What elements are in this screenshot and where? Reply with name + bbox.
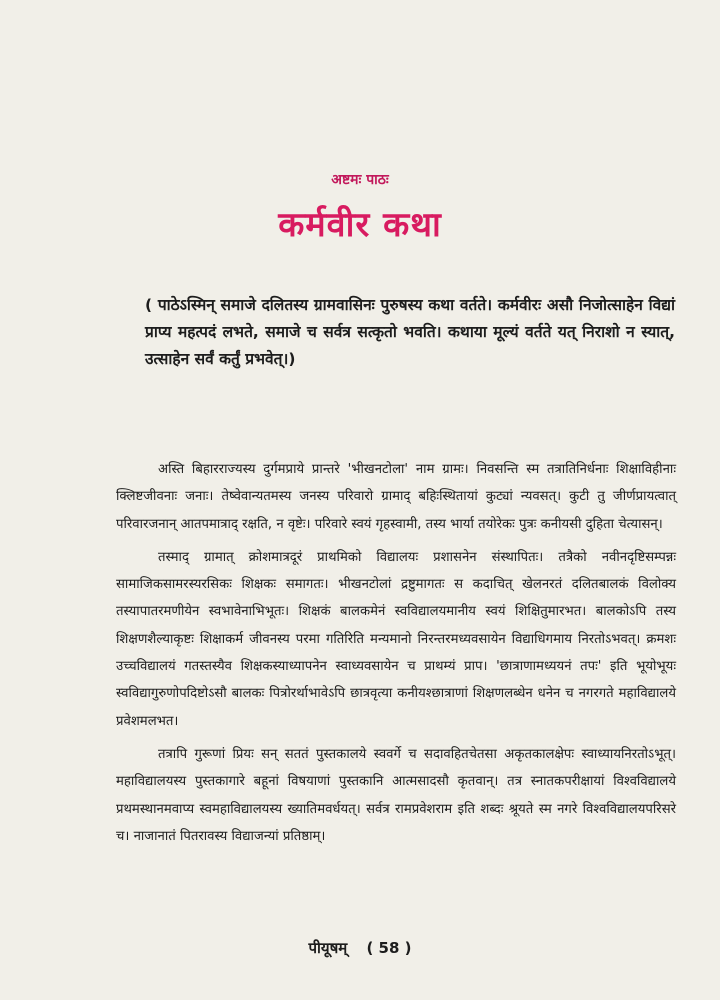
paragraph-3: तत्रापि गुरूणां प्रियः सन् सततं पुस्तकालये स्ववर्गे च सदावहितचेतसा अकृतकालक्षेपः स्वाध्यायनिरतोऽभूत्। महाविद्यालयस्य पुस्तकागारे बहूनां विषयाणां पुस्तकानि आत्मसादसौ कृतवान्। तत्र स्नातकपरीक्षायां विश्वविद्यालये प्रथमस्थानमवाप्य स्वमहाविद्यालयस्य ख्यातिमवर्धयत्। सर्वत्र रामप्रवेशराम इति शब्दः श्रूयते स्म नगरे विश्वविद्यालयपरिसरे च। नाजानातं पितरावस्य विद्याजन्यां प्रतिष्ठाम्। xyxy=(116,746,676,844)
paragraph-1: अस्ति बिहारराज्यस्य दुर्गमप्राये प्रान्तरे 'भीखनटोला' नाम ग्रामः। निवसन्ति स्म तत्रातिनिर्धनाः शिक्षाविहीनाः क्लिष्टजीवनाः जनाः। तेष्वेवान्यतमस्य जनस्य परिवारो ग्रामाद् बहिःस्थितायां कुट्यां न्यवसत्। कुटी तु जीर्णप्रायत्वात् परिवारजनान् आतपमात्राद् रक्षति, न वृष्टेः। परिवारे स्वयं गृहस्वामी, तस्य भार्या तयोरेकः पुत्रः कनीयसी दुहिता चेत्यासन्। xyxy=(116,462,676,532)
paragraph-2: तस्माद् ग्रामात् क्रोशमात्रदूरं प्राथमिको विद्यालयः प्रशासनेन संस्थापितः। तत्रैको नवीनदृष्टिसम्पन्नः सामाजिकसामरस्यरसिकः शिक्षकः समागतः। भीखनटोलां द्रष्टुमागतः स कदाचित् खेलनरतं दलितबालकं विलोक्य तस्यापातरमणीयेन स्वभावेनाभिभूतः। शिक्षकं बालकमेनं स्वविद्यालयमानीय स्वयं शिक्षितुमारभत। बालकोऽपि तस्य शिक्षणशैल्याकृष्टः शिक्षाकर्म जीवनस्य परमा गतिरिति मन्यमानो निरन्तरमध्यवसायेन विद्याधिगमाय निरतोऽभवत्। क्रमशः उच्चविद्यालयं गतस्तस्यैव शिक्षकस्याध्यापनेन स्वाध्यवसायेन च प्राथम्यं प्राप। 'छात्राणामध्ययनं तपः' इति भूयोभूयः स्वविद्यागुरुणोपदिष्टोऽसौ बालकः पित्रोरर्थाभावेऽपि छात्रवृत्या कनीयश्छात्राणां शिक्षणलब्धेन धनेन च नगरगते महाविद्यालये प्रवेशमलभत। xyxy=(116,549,676,729)
page-footer xyxy=(0,938,720,958)
book-name: पीयूषम् xyxy=(308,939,348,957)
lesson-number: अष्टमः पाठः xyxy=(331,172,389,188)
lesson-title: कर्मवीर कथा xyxy=(278,205,442,245)
lesson-introduction: ( पाठेऽस्मिन् समाजे दलितस्य ग्रामवासिनः पुरुषस्य कथा वर्तते। कर्मवीरः असौ निजोत्साहेन विद्यां प्राप्य महत्पदं लभते, समाजे च सर्वत्र सत्कृतो भवति। कथाया मूल्यं वर्तते यत् निराशो न स्यात्, उत्साहेन सर्वं कर्तुं प्रभवेत्।) xyxy=(145,296,675,368)
page-number: ( 58 ) xyxy=(366,939,412,957)
story-body xyxy=(116,456,676,856)
